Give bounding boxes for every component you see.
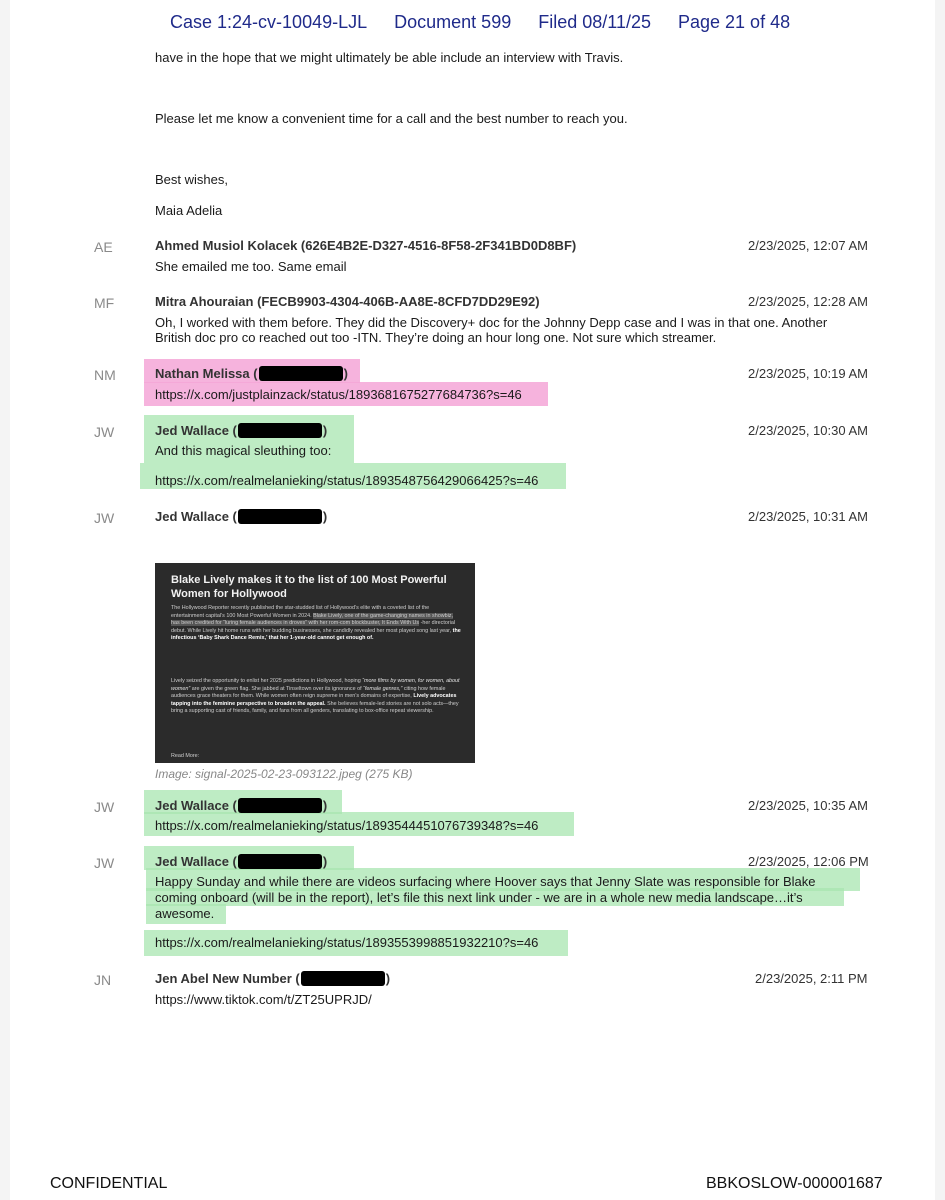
message-text: She emailed me too. Same email: [155, 259, 347, 274]
message-link[interactable]: https://x.com/realmelanieking/status/1893548756429066425?s=46: [155, 473, 539, 488]
sender-initials: JW: [94, 799, 115, 815]
document-number: Document 599: [394, 12, 512, 32]
sender-initials: AE: [94, 239, 113, 255]
redaction-bar: [238, 509, 322, 524]
sender-name: Nathan Melissa ( ): [155, 366, 348, 381]
document-page: [10, 0, 935, 1200]
sender-initials: JW: [94, 510, 115, 526]
message-text: British doc pro co reached out too -ITN. They’re doing an hour long one. Not sure which streamer.: [155, 330, 717, 345]
message-timestamp: 2/23/2025, 12:07 AM: [748, 238, 868, 253]
email-body-line: have in the hope that we might ultimately be able include an interview with Travis.: [155, 50, 624, 65]
sender-name: Jen Abel New Number ( ): [155, 971, 391, 986]
message-timestamp: 2/23/2025, 10:35 AM: [748, 798, 868, 813]
message-text: awesome.: [155, 906, 215, 921]
redaction-bar: [238, 423, 322, 438]
message-timestamp: 2/23/2025, 10:19 AM: [748, 366, 868, 381]
message-text: And this magical sleuthing too:: [155, 443, 332, 458]
sender-name: Mitra Ahouraian (FECB9903-4304-406B-AA8E-8CFD7DD29E92): [155, 294, 540, 309]
message-timestamp: 2/23/2025, 10:30 AM: [748, 423, 868, 438]
sender-name: Ahmed Musiol Kolacek (626E4B2E-D327-4516-8F58-2F341BD0D8BF): [155, 238, 577, 253]
bates-number: BBKOSLOW-000001687: [706, 1175, 883, 1192]
sender-initials: JW: [94, 424, 115, 440]
message-timestamp: 2/23/2025, 12:06 PM: [748, 854, 869, 869]
message-link[interactable]: https://www.tiktok.com/t/ZT25UPRJD/: [155, 992, 372, 1007]
attachment-image[interactable]: [155, 563, 475, 763]
sender-name: Jed Wallace ( ): [155, 798, 328, 813]
sender-initials: NM: [94, 367, 116, 383]
message-text: Oh, I worked with them before. They did the Discovery+ doc for the Johnny Depp case and I was in that one. Another: [155, 315, 828, 330]
sender-name: Jed Wallace ( ): [155, 423, 328, 438]
redaction-bar: [301, 971, 385, 986]
article-paragraph: Lively seized the opportunity to enlist her 2025 predictions in Hollywood, hoping “more films by women, for women, about women” are given the green flag. She jabbed at Tinseltown over its ignorance of “female genres,” citing how female audiences grace theaters for them. While women often reign supreme in men’s domains of expertise, Lively advocates tapping into the feminine perspective to broaden the appeal. She believes female-led stories are not solo acts—they bring a supporting cast of friends, family, and fans from all genders, translating to box-office repeat viewership.: [171, 678, 460, 715]
sender-name: Jed Wallace ( ): [155, 509, 328, 524]
message-timestamp: 2/23/2025, 12:28 AM: [748, 294, 868, 309]
attachment-caption: Image: signal-2025-02-23-093122.jpeg (275 KB): [155, 767, 413, 781]
email-signature: Maia Adelia: [155, 203, 223, 218]
filed-date: Filed 08/11/25: [538, 12, 651, 32]
case-number: Case 1:24-cv-10049-LJL: [170, 12, 368, 32]
sender-initials: JW: [94, 855, 115, 871]
message-link[interactable]: https://x.com/realmelanieking/status/1893553998851932210?s=46: [155, 935, 539, 950]
redaction-bar: [238, 854, 322, 869]
message-text: Happy Sunday and while there are videos surfacing where Hoover says that Jenny Slate was responsible for Blake: [155, 874, 816, 889]
message-text: coming onboard (will be in the report), let’s file this next link under - we are in a whole new media landscape…it’s: [155, 890, 803, 905]
sender-initials: JN: [94, 972, 112, 988]
case-header: [170, 12, 812, 33]
article-title: Blake Lively makes it to the list of 100 Most Powerful Women for Hollywood: [171, 574, 447, 600]
email-closing: Best wishes,: [155, 172, 228, 187]
sender-name: Jed Wallace ( ): [155, 854, 328, 869]
email-body-line: Please let me know a convenient time for a call and the best number to reach you.: [155, 111, 628, 126]
redaction-bar: [259, 366, 343, 381]
article-read-more: Read More:: [171, 753, 200, 759]
message-link[interactable]: https://x.com/realmelanieking/status/1893544451076739348?s=46: [155, 818, 539, 833]
redaction-bar: [238, 798, 322, 813]
page-indicator: Page 21 of 48: [678, 12, 791, 32]
message-link[interactable]: https://x.com/justplainzack/status/1893681675277684736?s=46: [155, 387, 522, 402]
confidential-label: CONFIDENTIAL: [50, 1175, 168, 1192]
message-timestamp: 2/23/2025, 2:11 PM: [755, 971, 868, 986]
sender-initials: MF: [94, 295, 115, 311]
message-timestamp: 2/23/2025, 10:31 AM: [748, 509, 868, 524]
article-paragraph: The Hollywood Reporter recently published the star-studded list of Hollywood’s elite with a coveted list of the entertainment capital’s 100 Most Powerful Women in 2024. Blake Lively, one of the game-changing names in showbiz, has been credited for “luring female audiences in droves” with her rom-com blockbuster, It Ends With Us -her directorial debut. While Lively hit home runs with her budding businesses, she candidly revealed her most played song last year, the infectious ‘Baby Shark Dance Remix,’ that her 1-year-old cannot get enough of.: [171, 605, 461, 642]
